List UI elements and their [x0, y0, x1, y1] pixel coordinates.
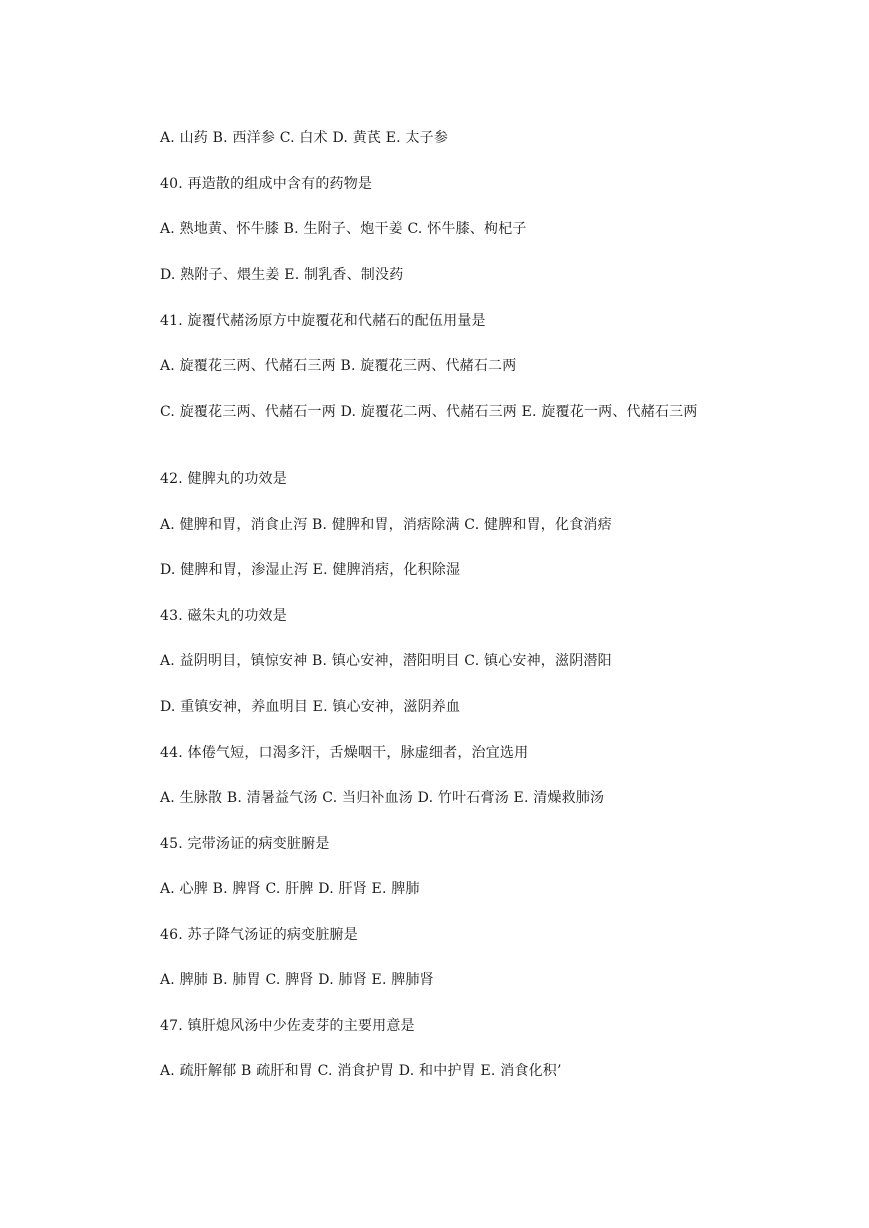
q42-options-b: D. 健脾和胃，渗湿止泻 E. 健脾消痞，化积除湿 [160, 562, 461, 578]
q42-question: 42. 健脾丸的功效是 [160, 471, 287, 487]
q43-options-b: D. 重镇安神，养血明目 E. 镇心安神，滋阴养血 [160, 699, 461, 715]
q45-options: A. 心脾 B. 脾肾 C. 肝脾 D. 肝肾 E. 脾肺 [160, 881, 420, 897]
q40-options-b: D. 熟附子、煨生姜 E. 制乳香、制没药 [160, 267, 404, 283]
q41-options-b: C. 旋覆花三两、代赭石一两 D. 旋覆花二两、代赭石三两 E. 旋覆花一两、代赭石三两 [160, 404, 698, 420]
q41-question: 41. 旋覆代赭汤原方中旋覆花和代赭石的配伍用量是 [160, 313, 486, 329]
q40-question: 40. 再造散的组成中含有的药物是 [160, 176, 373, 192]
q47-options: A. 疏肝解郁 B 疏肝和胃 C. 消食护胃 D. 和中护胃 E. 消食化积’ [160, 1063, 562, 1079]
q45-question: 45. 完带汤证的病变脏腑是 [160, 836, 330, 852]
q42-options-a: A. 健脾和胃，消食止泻 B. 健脾和胃，消痞除满 C. 健脾和胃，化食消痞 [160, 517, 612, 533]
q43-options-a: A. 益阴明目，镇惊安神 B. 镇心安神，潜阳明目 C. 镇心安神，滋阴潜阳 [160, 653, 612, 669]
q46-options: A. 脾肺 B. 肺胃 C. 脾肾 D. 肺肾 E. 脾肺肾 [160, 972, 434, 988]
q44-question: 44. 体倦气短，口渴多汗，舌燥咽干，脉虚细者，治宜选用 [160, 745, 529, 761]
q43-question: 43. 磁朱丸的功效是 [160, 608, 287, 624]
q44-options: A. 生脉散 B. 清暑益气汤 C. 当归补血汤 D. 竹叶石膏汤 E. 清燥救肺汤 [160, 790, 605, 806]
q47-question: 47. 镇肝熄风汤中少佐麦芽的主要用意是 [160, 1018, 415, 1034]
q39-options: A. 山药 B. 西洋参 C. 白术 D. 黄芪 E. 太子参 [160, 130, 449, 146]
q41-options-a: A. 旋覆花三两、代赭石三两 B. 旋覆花三两、代赭石二两 [160, 358, 517, 374]
q40-options-a: A. 熟地黄、怀牛膝 B. 生附子、炮干姜 C. 怀牛膝、枸杞子 [160, 221, 527, 237]
q46-question: 46. 苏子降气汤证的病变脏腑是 [160, 927, 358, 943]
